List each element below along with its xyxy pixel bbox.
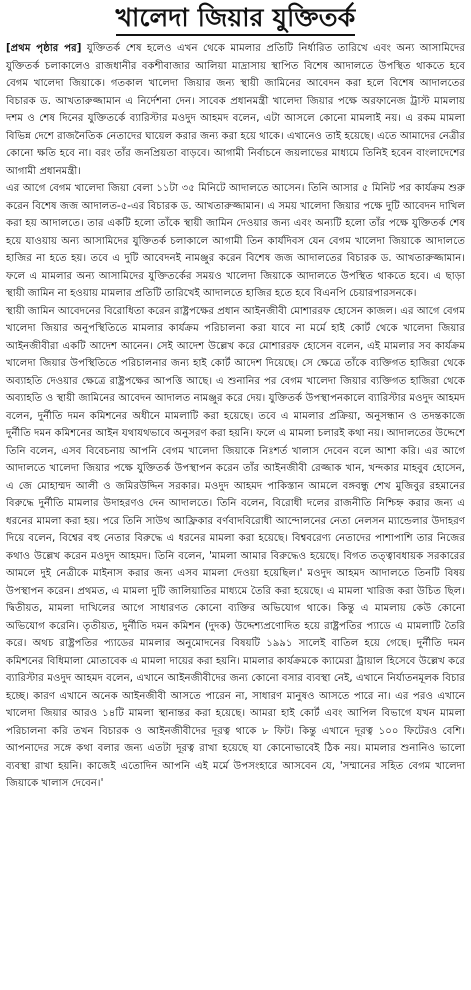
headline-container <box>6 2 465 36</box>
continued-label: [প্রথম পৃষ্ঠার পর] <box>6 43 82 54</box>
headline: খালেদা জিয়ার যুক্তিতর্ক <box>116 2 356 36</box>
paragraph-3: স্থায়ী জামিন আবেদনের বিরোধিতা করেন রাষ্ট্রপক্ষের প্রধান আইনজীবী মোশাররফ হোসেন কাজল। এর আগে বেগম খালেদা জিয়ার অনুপস্থিতিতে মামলার কার্যক্রম পরিচালনা করা যাবে না মর্মে হাই কোর্ট থেকে খালেদা জিয়ার আইনজীবীরা একটি আদেশ আনেন। সেই আদেশ উল্লেখ করে মোশাররফ হোসেন বলেন, এই মামলার সব কার্যক্রম খালেদা জিয়ার উপস্থিতিতে পরিচালনার জন্য হাই কোর্ট আদেশ দিয়েছে। সে ক্ষেত্রে তাঁকে ব্যক্তিগত হাজিরা থেকে অব্যাহতি দেওয়ার ক্ষেত্রে রাষ্ট্রপক্ষের আপত্তি আছে। এ শুনানির পর বেগম খালেদা জিয়ার ব্যক্তিগত হাজিরা থেকে অব্যাহতি ও স্থায়ী জামিনের আবেদন আদালত নামঞ্জুর করে দেয়। যুক্তিতর্ক উপস্থাপনকালে ব্যারিস্টার মওদুদ আহমদ বলেন, দুর্নীতি দমন কমিশনের অধীনে মামলাটি করা হয়েছে। তবে এ মামলার প্রক্রিয়া, অনুসন্ধান ও তদন্তকাজে দুর্নীতি দমন কমিশনের আইন যথাযথভাবে অনুসরণ করা হয়নি। ফলে এ মামলা চলারই কথা নয়। আদালতের উদ্দেশে তিনি বলেন, এসব বিবেচনায় আপনি বেগম খালেদা জিয়াকে নিঃশর্ত খালাস দেবেন বলে আশা করি। এর আগে আদালতে খালেদা জিয়ার পক্ষে যুক্তিতর্ক উপস্থাপন করেন তাঁর আইনজীবী রেজ্জাক খান, খন্দকার মাহবুব হোসেন, এ জে মোহাম্মদ আলী ও জমিরউদ্দিন সরকার। মওদুদ আহমদ পাকিস্তান আমলে বঙ্গবন্ধু শেখ মুজিবুর রহমানের বিরুদ্ধে দুর্নীতি মামলার উদাহরণও দেন আদালতে। তিনি বলেন, বিরোধী দলের রাজনীতি নিশ্চিহ্ন করার জন্য এ ধরনের মামলা করা হয়। পরে তিনি সাউথ আফ্রিকার বর্ণবাদবিরোধী আন্দোলনের নেতা নেলসন ম্যান্ডেলার উদাহরণ দিয়ে বলেন, বিশ্বের বহু নেতার বিরুদ্ধে এ ধরনের মামলা করা হয়েছে। বিশ্ববরেণ্য নেতাদের পাশাপাশি তার নিজের কথাও উল্লেখ করেন মওদুদ আহমদ। তিনি বলেন, 'মামলা আমার বিরুদ্ধেও হয়েছে। বিগত তত্ত্বাবধায়ক সরকারের আমলে দুই নেত্রীকে মাইনাস করার জন্য এসব মামলা দেওয়া হয়েছিল।' মওদুদ আহমদ আদালতে তিনটি বিষয় উপস্থাপন করেন। প্রথমত, এ মামলা দুটি জালিয়াতির মাধ্যমে তৈরি করা হয়েছে। এ মামলা খারিজ করা উচিত ছিল। দ্বিতীয়ত, মামলা দাখিলের আগে সাধারণত কোনো ব্যক্তির অভিযোগ থাকে। কিন্তু এ মামলায় কেউ কোনো অভিযোগ করেনি। তৃতীয়ত, দুর্নীতি দমন কমিশন (দুদক) উদ্দেশ্যপ্রণোদিত হয়ে রাষ্ট্রপতির প্যাডে এ মামলাটি তৈরি করে। অথচ রাষ্ট্রপতির প্যাডের মামলার অনুমোদনের বিষয়টি ১৯৯১ সালেই বাতিল হয়ে গেছে। দুর্নীতি দমন কমিশনের বিধিমালা মোতাবেক এ মামলা দায়ের করা হয়নি। মামলার কার্যক্রমকে ক্যামেরা ট্রায়াল হিসেবে উল্লেখ করে ব্যারিস্টার মওদুদ আহমদ বলেন, এখানে আইনজীবীদের জন্য কোনো বসার ব্যবস্থা নেই, এখানে নির্যাতনমূলক বিচার হচ্ছে। কারণ এখানে অনেক আইনজীবী আসতে পারেন না, সাধারণ মানুষও আসতে পারে না। এর পরও এখানে খালেদা জিয়ার আরও ১৪টি মামলা স্থানান্তর করা হয়েছে। আমরা হাই কোর্ট এবং আপিল বিভাগে যখন মামলা পরিচালনা করি তখন বিচারক ও আইনজীবীদের দূরত্ব থাকে ৮ ফিট। কিন্তু এখানে দূরত্ব ১০০ ফিটেরও বেশি। আপনাদের সঙ্গে কথা বলার জন্য এতটা দূরত্ব রাখা হয়েছে যা কোনোভাবেই ঠিক নয়। মামলার শুনানিও ভালো ব্যবস্থা রাখা হয়নি। কাজেই এতোদিন আপনি এই মর্মে উপসংহারে আসবেন যে, 'সম্মানের সহিত বেগম খালেদা জিয়াকে খালাস দেবেন।' <box>6 305 465 789</box>
paragraph-2: এর আগে বেগম খালেদা জিয়া বেলা ১১টা ৩৫ মিনিটে আদালতে আসেন। তিনি আসার ৫ মিনিট পর কার্যক্রম শুরু করেন বিশেষ জজ আদালত-৫-এর বিচারক ড. আখতারুজ্জামান। এ সময় খালেদা জিয়ার পক্ষে দুটি আবেদন দাখিল করা হয় আদালতে। তার একটি হলো তাঁকে স্থায়ী জামিন দেওয়ার জন্য এবং অন্যটি হলো তাঁর পক্ষে যুক্তিতর্ক শেষ হয়ে যাওয়ায় অন্য আসামিদের যুক্তিতর্ক চলাকালে আগামী তিন কার্যদিবস যেন বেগম খালেদা জিয়াকে আদালতে হাজির না হতে হয়। তবে এ দুটি আবেদনই নামঞ্জুর করেন বিশেষ জজ আদালতের বিচারক ড. আখতারুজ্জামান। ফলে এ মামলার অন্য আসামিদের যুক্তিতর্কের সময়ও খালেদা জিয়াকে আদালতে উপস্থিত থাকতে হবে। এ ছাড়া স্থায়ী জামিন না হওয়ায় মামলার প্রতিটি তারিখেই আদালতে হাজির হতে হবে বিএনপি চেয়ারপারসনকে। <box>6 183 465 299</box>
paragraph-text: যুক্তিতর্ক শেষ হলেও এখন থেকে মামলার প্রতিটি নির্ধারিত তারিখে এবং অন্য আসামিদের যুক্তিতর্ক চলাকালেও রাজধানীর বকশীবাজার আলিয়া মাদ্রাসায় স্থাপিত বিশেষ আদালতে উপস্থিত থাকতে হবে বেগম খালেদা জিয়াকে। গতকাল খালেদা জিয়ার জন্য স্থায়ী জামিনের আবেদন করা হলে বিশেষ আদালতের বিচারক ড. আখতারুজ্জামান এ নির্দেশনা দেন। সাবেক প্রধানমন্ত্রী খালেদা জিয়ার পক্ষে অরফানেজ ট্রাস্ট মামলায় দশম ও শেষ দিনের যুক্তিতর্কে ব্যারিস্টার মওদুদ আহমদ বলেন, এটা আসলে কোনো মামলাই নয়। এ রকম মামলা বিভিন্ন দেশে রাজনৈতিক নেতাদের ঘায়েল করার জন্য করা হয়ে থাকে। এখানেও তাই হয়েছে। এতে আমাদের নেত্রীর কোনো ক্ষতি হবে না। বরং তাঁর জনপ্রিয়তা বাড়বে। আগামী নির্বাচনে জয়লাভের মাধ্যমে তিনিই হবেন বাংলাদেশের আগামী প্রধানমন্ত্রী। <box>6 43 465 177</box>
paragraph-1 <box>6 40 465 180</box>
article-body <box>6 40 465 793</box>
